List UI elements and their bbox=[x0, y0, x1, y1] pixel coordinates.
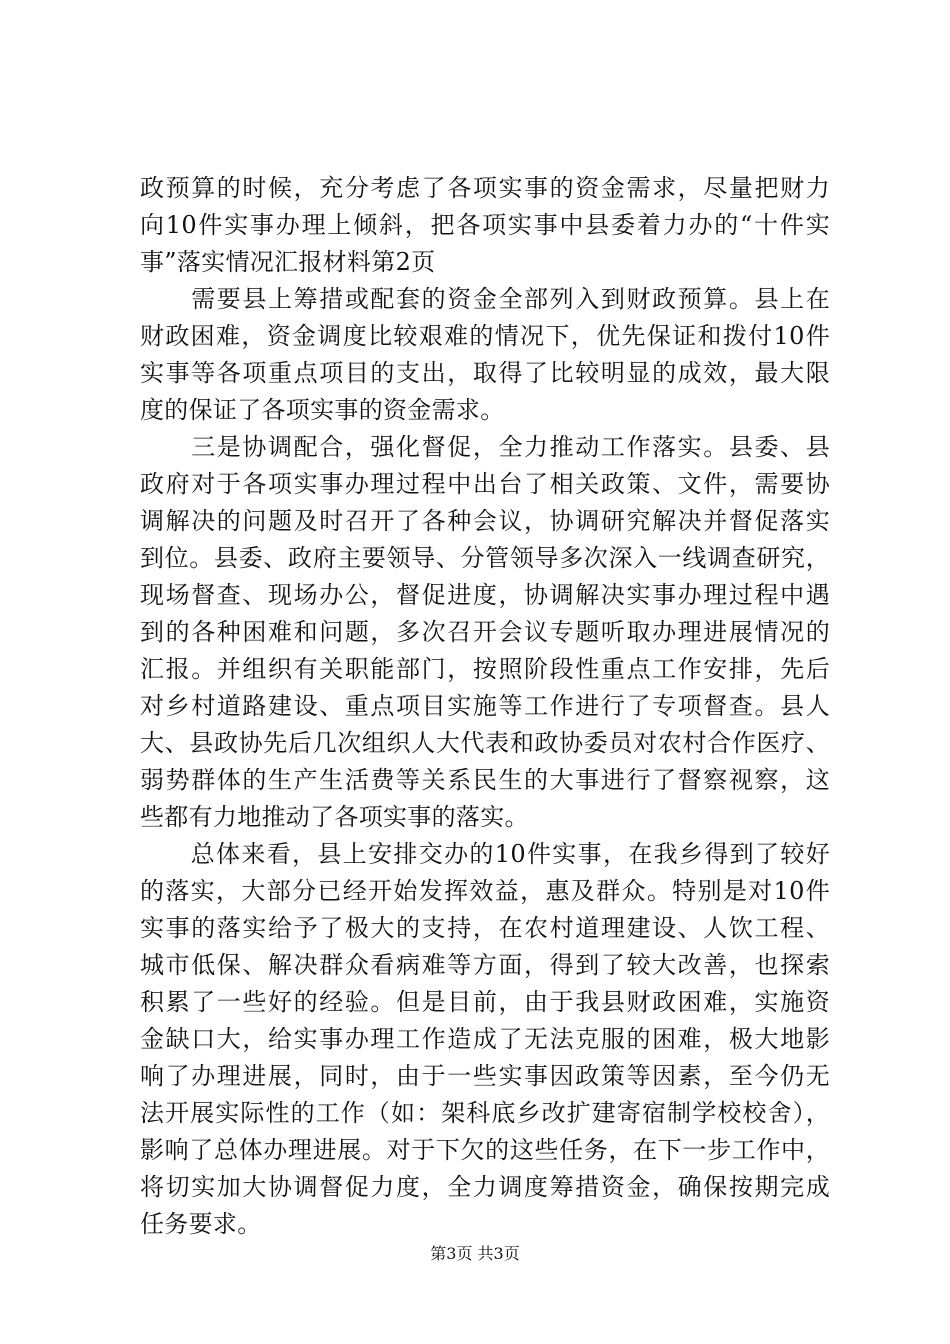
text-line: 政府对于各项实事办理过程中出台了相关政策、文件，需要协 bbox=[140, 470, 830, 498]
text-line: 现场督查、现场办公，督促进度，协调解决实事办理过程中遇 bbox=[140, 581, 830, 609]
text-line: 些都有力地推动了各项实事的落实。 bbox=[140, 803, 529, 831]
text-line: 到的各种困难和问题，多次召开会议专题听取办理进展情况的 bbox=[140, 618, 830, 646]
text-line: 的落实，大部分已经开始发挥效益，惠及群众。特别是对10件 bbox=[140, 877, 830, 905]
text-line: 财政困难，资金调度比较艰难的情况下，优先保证和拨付10件 bbox=[140, 322, 830, 350]
text-line: 实事等各项重点项目的支出，取得了比较明显的成效，最大限 bbox=[140, 359, 830, 387]
page-footer: 第3页 共3页 bbox=[430, 1244, 520, 1263]
text-line: 弱势群体的生产生活费等关系民生的大事进行了督察视察，这 bbox=[140, 766, 830, 794]
text-line: 到位。县委、政府主要领导、分管领导多次深入一线调查研究， bbox=[140, 544, 830, 572]
text-line: 汇报。并组织有关职能部门，按照阶段性重点工作安排，先后 bbox=[140, 655, 830, 683]
text-line: 将切实加大协调督促力度，全力调度筹措资金，确保按期完成 bbox=[140, 1173, 830, 1201]
text-line: 度的保证了各项实事的资金需求。 bbox=[140, 396, 505, 424]
text-line: 三是协调配合，强化督促，全力推动工作落实。县委、县 bbox=[140, 433, 830, 461]
text-line: 金缺口大，给实事办理工作造成了无法克服的困难，极大地影 bbox=[140, 1025, 830, 1053]
text-line: 城市低保、解决群众看病难等方面，得到了较大改善，也探索 bbox=[140, 951, 830, 979]
body-text bbox=[140, 170, 830, 1243]
text-line: 响了办理进展，同时，由于一些实事因政策等因素，至今仍无 bbox=[140, 1062, 830, 1090]
text-line: 事”落实情况汇报材料第2页 bbox=[140, 248, 436, 276]
text-line: 需要县上筹措或配套的资金全部列入到财政预算。县上在 bbox=[140, 285, 830, 313]
text-line: 积累了一些好的经验。但是目前，由于我县财政困难，实施资 bbox=[140, 988, 830, 1016]
text-line: 法开展实际性的工作（如：架科底乡改扩建寄宿制学校校舍）， bbox=[140, 1099, 830, 1127]
text-line: 大、县政协先后几次组织人大代表和政协委员对农村合作医疗、 bbox=[140, 729, 830, 757]
text-line: 政预算的时候，充分考虑了各项实事的资金需求，尽量把财力 bbox=[140, 174, 830, 202]
text-line: 总体来看，县上安排交办的10件实事，在我乡得到了较好 bbox=[140, 840, 830, 868]
text-line: 对乡村道路建设、重点项目实施等工作进行了专项督查。县人 bbox=[140, 692, 830, 720]
text-line: 调解决的问题及时召开了各种会议，协调研究解决并督促落实 bbox=[140, 507, 830, 535]
text-line: 实事的落实给予了极大的支持，在农村道理建设、人饮工程、 bbox=[140, 914, 830, 942]
text-line: 向10件实事办理上倾斜，把各项实事中县委着力办的“十件实 bbox=[140, 211, 830, 239]
text-line: 影响了总体办理进展。对于下欠的这些任务，在下一步工作中， bbox=[140, 1136, 830, 1164]
text-line: 任务要求。 bbox=[140, 1210, 262, 1238]
